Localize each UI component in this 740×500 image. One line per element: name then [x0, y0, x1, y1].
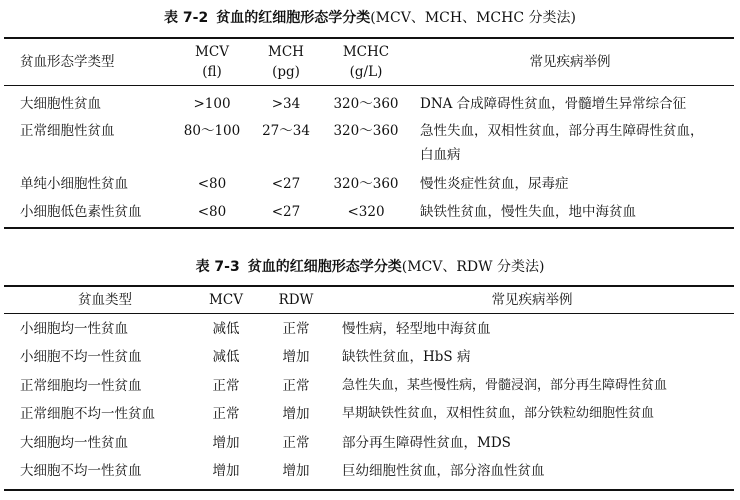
cell-examples: 缺铁性贫血，慢性失血，地中海贫血: [420, 204, 636, 220]
cell-mch: >34: [271, 96, 301, 112]
cell-mchc: 320～360: [333, 123, 399, 139]
cell-mch: <27: [271, 204, 301, 220]
header-mchc: MCHC: [342, 44, 390, 60]
cell-examples: 急性失血，某些慢性病，骨髓浸润，部分再生障碍性贫血: [342, 378, 668, 393]
header-mcv: MCV: [195, 44, 229, 60]
header-mcv: MCV: [209, 292, 243, 308]
cell-examples: 慢性病，轻型地中海贫血: [342, 321, 491, 337]
cell-mcv: >100: [193, 96, 231, 112]
cell-rdw: 正常: [282, 435, 310, 451]
header-examples: 常见疾病举例: [491, 292, 573, 308]
cell-mcv: 减低: [212, 321, 240, 337]
cell-mcv: <80: [197, 204, 227, 220]
cell-rdw: 正常: [282, 378, 310, 394]
cell-type: 小细胞均一性贫血: [20, 321, 128, 337]
table-number: 表 7-2: [164, 10, 209, 26]
header-rdw: RDW: [278, 292, 314, 308]
cell-mcv: 增加: [212, 463, 240, 479]
table-header-rule: [4, 85, 734, 86]
cell-type: 大细胞性贫血: [20, 96, 101, 112]
cell-mch: 27～34: [262, 123, 310, 139]
cell-type: 大细胞不均一性贫血: [20, 463, 142, 479]
table-7-2-caption: [0, 7, 740, 27]
table-title: 贫血的红细胞形态学分类: [216, 10, 371, 26]
cell-type: 正常细胞性贫血: [20, 123, 115, 139]
cell-examples: 缺铁性贫血，HbS 病: [342, 349, 471, 365]
cell-examples: 巨幼细胞性贫血，部分溶血性贫血: [342, 463, 545, 479]
cell-mcv: 80～100: [183, 123, 241, 139]
header-mchc-unit: (g/L): [349, 64, 383, 80]
table-bottom-rule: [4, 489, 734, 491]
header-type: 贫血形态学类型: [20, 54, 115, 70]
table-subtitle: (MCV、MCH、MCHC 分类法): [370, 10, 576, 26]
cell-mchc: 320～360: [333, 96, 399, 112]
cell-rdw: 增加: [282, 406, 310, 422]
table-top-rule: [4, 37, 734, 39]
table-bottom-rule: [4, 227, 734, 229]
cell-type: 单纯小细胞性贫血: [20, 176, 128, 192]
cell-type: 正常细胞不均一性贫血: [20, 406, 155, 422]
table-number: 表 7-3: [195, 259, 240, 275]
cell-examples: 急性失血，双相性贫血，部分再生障碍性贫血，白血病: [420, 123, 704, 163]
table-subtitle: (MCV、RDW 分类法): [401, 259, 545, 275]
cell-examples: 慢性炎症性贫血，尿毒症: [420, 176, 569, 192]
cell-mcv: <80: [197, 176, 227, 192]
cell-mchc: 320～360: [333, 176, 399, 192]
cell-mcv: 正常: [212, 378, 240, 394]
cell-mcv: 减低: [212, 349, 240, 365]
cell-examples: 早期缺铁性贫血，双相性贫血，部分铁粒幼细胞性贫血: [342, 406, 655, 421]
cell-type: 大细胞均一性贫血: [20, 435, 128, 451]
header-mcv-unit: (fl): [202, 64, 222, 80]
cell-type: 正常细胞均一性贫血: [20, 378, 142, 394]
cell-mch: <27: [271, 176, 301, 192]
cell-mchc: <320: [347, 204, 385, 220]
header-type: 贫血类型: [78, 292, 132, 308]
header-mch: MCH: [268, 44, 304, 60]
header-mch-unit: (pg): [272, 64, 300, 80]
table-top-rule: [4, 285, 734, 287]
table-title: 贫血的红细胞形态学分类: [247, 259, 402, 275]
cell-examples: DNA 合成障碍性贫血，骨髓增生异常综合征: [420, 96, 687, 112]
cell-rdw: 增加: [282, 349, 310, 365]
cell-examples: 部分再生障碍性贫血，MDS: [342, 435, 511, 451]
header-examples: 常见疾病举例: [529, 54, 611, 70]
cell-type: 小细胞不均一性贫血: [20, 349, 142, 365]
cell-mcv: 增加: [212, 435, 240, 451]
cell-rdw: 正常: [282, 321, 310, 337]
cell-rdw: 增加: [282, 463, 310, 479]
cell-type: 小细胞低色素性贫血: [20, 204, 142, 220]
table-7-3-caption: [0, 256, 740, 276]
cell-mcv: 正常: [212, 406, 240, 422]
table-header-rule: [4, 313, 734, 314]
